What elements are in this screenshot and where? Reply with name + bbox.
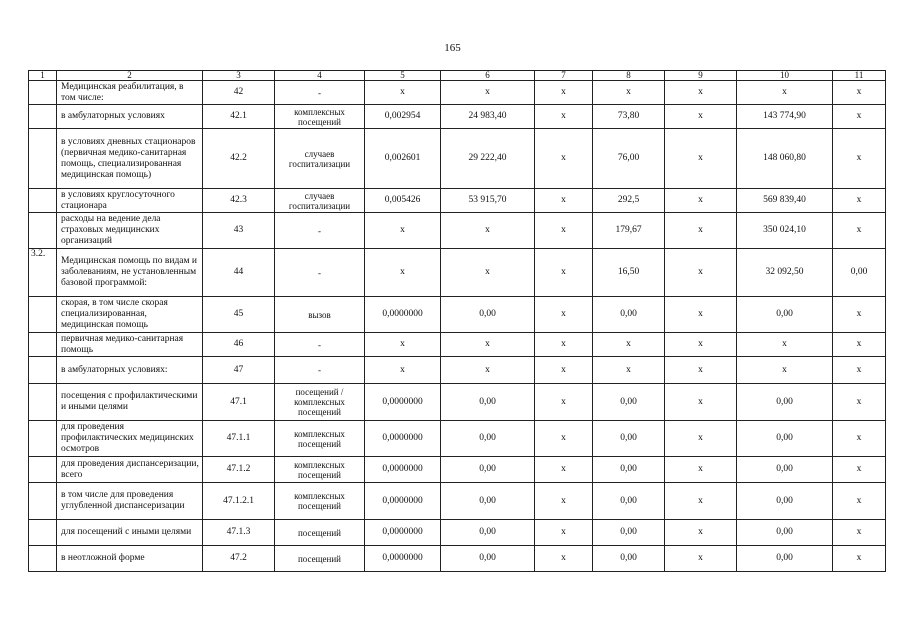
value-col8: x — [593, 81, 665, 105]
value-col9: x — [665, 520, 737, 546]
column-number: 9 — [665, 71, 737, 81]
value-col7: x — [535, 81, 593, 105]
item-name: посещения с профилактическими и иными целями — [57, 384, 203, 421]
value-col7: x — [535, 249, 593, 297]
value-col5: 0,0000000 — [365, 520, 441, 546]
unit: посещений — [275, 520, 365, 546]
row-code: 42.3 — [203, 189, 275, 213]
item-name: в условиях круглосуточного стационара — [57, 189, 203, 213]
value-col8: 73,80 — [593, 105, 665, 129]
section-number — [29, 520, 57, 546]
value-col5: x — [365, 249, 441, 297]
column-number: 7 — [535, 71, 593, 81]
unit: - — [275, 357, 365, 384]
value-col8: 0,00 — [593, 483, 665, 520]
row-code: 47.1 — [203, 384, 275, 421]
unit: - — [275, 213, 365, 249]
value-col10: 32 092,50 — [737, 249, 833, 297]
item-name: в амбулаторных условиях — [57, 105, 203, 129]
value-col9: x — [665, 129, 737, 189]
value-col9: x — [665, 213, 737, 249]
section-number — [29, 297, 57, 333]
value-col9: x — [665, 333, 737, 357]
value-col9: x — [665, 421, 737, 457]
value-col11: x — [833, 421, 886, 457]
value-col11: x — [833, 384, 886, 421]
table-row — [29, 129, 886, 189]
value-col7: x — [535, 483, 593, 520]
value-col8: 0,00 — [593, 520, 665, 546]
value-col5: 0,002954 — [365, 105, 441, 129]
value-col11: x — [833, 483, 886, 520]
value-col5: 0,0000000 — [365, 457, 441, 483]
value-col10: 350 024,10 — [737, 213, 833, 249]
row-code: 46 — [203, 333, 275, 357]
row-code: 45 — [203, 297, 275, 333]
column-number: 8 — [593, 71, 665, 81]
item-name: в том числе для проведения углубленной диспансеризации — [57, 483, 203, 520]
item-name: в условиях дневных стационаров (первичная медико-санитарная помощь, специализированная медицинская помощь) — [57, 129, 203, 189]
table-row — [29, 297, 886, 333]
column-number: 6 — [441, 71, 535, 81]
item-name: первичная медико-санитарная помощь — [57, 333, 203, 357]
value-col8: 16,50 — [593, 249, 665, 297]
value-col11: x — [833, 457, 886, 483]
row-code: 47.1.1 — [203, 421, 275, 457]
unit: - — [275, 249, 365, 297]
value-col7: x — [535, 546, 593, 572]
value-col6: 0,00 — [441, 520, 535, 546]
value-col7: x — [535, 213, 593, 249]
table-row — [29, 81, 886, 105]
table-row — [29, 105, 886, 129]
table-row — [29, 189, 886, 213]
column-number: 4 — [275, 71, 365, 81]
value-col11: x — [833, 520, 886, 546]
row-code: 47 — [203, 357, 275, 384]
value-col7: x — [535, 457, 593, 483]
unit: посещений / комплексных посещений — [275, 384, 365, 421]
table-row — [29, 546, 886, 572]
section-number — [29, 384, 57, 421]
value-col5: 0,0000000 — [365, 384, 441, 421]
value-col11: x — [833, 213, 886, 249]
section-number — [29, 421, 57, 457]
value-col9: x — [665, 483, 737, 520]
section-number — [29, 105, 57, 129]
value-col10: x — [737, 357, 833, 384]
value-col10: x — [737, 333, 833, 357]
value-col8: x — [593, 357, 665, 384]
value-col6: x — [441, 357, 535, 384]
value-col11: x — [833, 129, 886, 189]
value-col6: 29 222,40 — [441, 129, 535, 189]
section-number — [29, 213, 57, 249]
item-name: для посещений с иными целями — [57, 520, 203, 546]
value-col10: 0,00 — [737, 520, 833, 546]
value-col10: 0,00 — [737, 421, 833, 457]
value-col11: x — [833, 297, 886, 333]
value-col9: x — [665, 105, 737, 129]
value-col7: x — [535, 129, 593, 189]
unit: комплексных посещений — [275, 483, 365, 520]
value-col9: x — [665, 546, 737, 572]
unit: вызов — [275, 297, 365, 333]
unit: комплексных посещений — [275, 105, 365, 129]
item-name: Медицинская реабилитация, в том числе: — [57, 81, 203, 105]
value-col11: x — [833, 189, 886, 213]
value-col6: x — [441, 249, 535, 297]
value-col5: 0,005426 — [365, 189, 441, 213]
value-col8: 179,67 — [593, 213, 665, 249]
row-code: 47.2 — [203, 546, 275, 572]
value-col11: x — [833, 105, 886, 129]
value-col5: 0,0000000 — [365, 483, 441, 520]
column-number: 3 — [203, 71, 275, 81]
table-row — [29, 384, 886, 421]
value-col10: 0,00 — [737, 546, 833, 572]
value-col8: 0,00 — [593, 546, 665, 572]
value-col7: x — [535, 333, 593, 357]
section-number — [29, 483, 57, 520]
section-number — [29, 189, 57, 213]
unit: случаев госпитализации — [275, 129, 365, 189]
value-col11: x — [833, 333, 886, 357]
data-table — [28, 70, 886, 572]
value-col11: x — [833, 81, 886, 105]
item-name: расходы на ведение дела страховых медицинских организаций — [57, 213, 203, 249]
column-number: 11 — [833, 71, 886, 81]
value-col9: x — [665, 189, 737, 213]
value-col8: 0,00 — [593, 457, 665, 483]
row-code: 47.1.2.1 — [203, 483, 275, 520]
table-row — [29, 213, 886, 249]
value-col6: 0,00 — [441, 297, 535, 333]
value-col6: 53 915,70 — [441, 189, 535, 213]
section-number — [29, 129, 57, 189]
value-col5: 0,002601 — [365, 129, 441, 189]
row-code: 42.2 — [203, 129, 275, 189]
value-col9: x — [665, 249, 737, 297]
value-col5: x — [365, 357, 441, 384]
column-number-row — [29, 71, 886, 81]
unit: - — [275, 333, 365, 357]
item-name: в амбулаторных условиях: — [57, 357, 203, 384]
section-number — [29, 357, 57, 384]
value-col10: 0,00 — [737, 297, 833, 333]
section-number — [29, 81, 57, 105]
column-number: 2 — [57, 71, 203, 81]
value-col10: 0,00 — [737, 384, 833, 421]
row-code: 42 — [203, 81, 275, 105]
value-col5: x — [365, 213, 441, 249]
unit: комплексных посещений — [275, 421, 365, 457]
value-col9: x — [665, 384, 737, 421]
value-col11: x — [833, 357, 886, 384]
value-col6: x — [441, 213, 535, 249]
row-code: 47.1.3 — [203, 520, 275, 546]
table-row — [29, 457, 886, 483]
value-col8: 0,00 — [593, 421, 665, 457]
unit: посещений — [275, 546, 365, 572]
value-col9: x — [665, 357, 737, 384]
value-col6: 0,00 — [441, 483, 535, 520]
value-col7: x — [535, 421, 593, 457]
value-col9: x — [665, 81, 737, 105]
section-number: 3.2. — [29, 249, 57, 297]
value-col6: 0,00 — [441, 546, 535, 572]
section-number — [29, 546, 57, 572]
row-code: 47.1.2 — [203, 457, 275, 483]
value-col10: 143 774,90 — [737, 105, 833, 129]
table-row — [29, 357, 886, 384]
value-col5: 0,0000000 — [365, 421, 441, 457]
column-number: 10 — [737, 71, 833, 81]
value-col7: x — [535, 105, 593, 129]
row-code: 43 — [203, 213, 275, 249]
value-col6: 0,00 — [441, 421, 535, 457]
value-col5: 0,0000000 — [365, 546, 441, 572]
value-col10: 148 060,80 — [737, 129, 833, 189]
value-col6: x — [441, 81, 535, 105]
value-col10: x — [737, 81, 833, 105]
value-col8: 0,00 — [593, 297, 665, 333]
table-row — [29, 249, 886, 297]
table-row — [29, 483, 886, 520]
unit: комплексных посещений — [275, 457, 365, 483]
table-row — [29, 333, 886, 357]
value-col5: 0,0000000 — [365, 297, 441, 333]
value-col8: 0,00 — [593, 384, 665, 421]
table-row — [29, 520, 886, 546]
unit: - — [275, 81, 365, 105]
value-col6: x — [441, 333, 535, 357]
table-row — [29, 421, 886, 457]
page-number: 165 — [444, 42, 461, 54]
item-name: для проведения диспансеризации, всего — [57, 457, 203, 483]
value-col11: x — [833, 546, 886, 572]
item-name: Медицинская помощь по видам и заболеваниям, не установленным базовой программой: — [57, 249, 203, 297]
column-number: 1 — [29, 71, 57, 81]
value-col6: 0,00 — [441, 384, 535, 421]
column-number: 5 — [365, 71, 441, 81]
value-col10: 0,00 — [737, 457, 833, 483]
value-col10: 0,00 — [737, 483, 833, 520]
value-col11: 0,00 — [833, 249, 886, 297]
value-col8: 292,5 — [593, 189, 665, 213]
value-col6: 0,00 — [441, 457, 535, 483]
row-code: 44 — [203, 249, 275, 297]
value-col8: x — [593, 333, 665, 357]
value-col7: x — [535, 357, 593, 384]
section-number — [29, 457, 57, 483]
value-col7: x — [535, 384, 593, 421]
value-col5: x — [365, 81, 441, 105]
value-col10: 569 839,40 — [737, 189, 833, 213]
value-col5: x — [365, 333, 441, 357]
value-col7: x — [535, 520, 593, 546]
value-col9: x — [665, 457, 737, 483]
unit: случаев госпитализации — [275, 189, 365, 213]
item-name: скорая, в том числе скорая специализированная, медицинская помощь — [57, 297, 203, 333]
value-col9: x — [665, 297, 737, 333]
value-col7: x — [535, 189, 593, 213]
section-number — [29, 333, 57, 357]
item-name: для проведения профилактических медицинских осмотров — [57, 421, 203, 457]
row-code: 42.1 — [203, 105, 275, 129]
item-name: в неотложной форме — [57, 546, 203, 572]
value-col7: x — [535, 297, 593, 333]
value-col6: 24 983,40 — [441, 105, 535, 129]
value-col8: 76,00 — [593, 129, 665, 189]
